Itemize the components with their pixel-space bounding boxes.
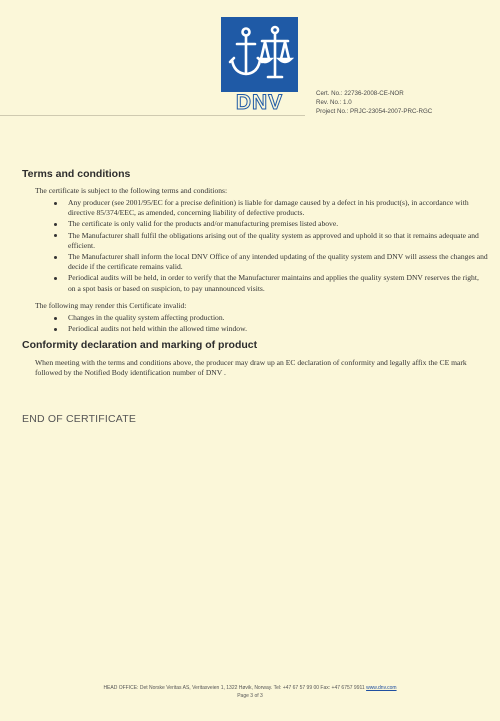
list-item: The certificate is only valid for the products and/or manufacturing premises listed above. [50, 219, 488, 229]
head-office-address: HEAD OFFICE: Det Norske Veritas AS, Veritasveien 1, 1322 Høvik, Norway. Tel: +47 67 57 99 00 Fax: +47 6757 9911 [103, 685, 367, 691]
page-number: Page 3 of 3 [237, 693, 263, 699]
anchor-scales-icon [221, 17, 298, 92]
head-office-line [0, 684, 500, 692]
conformity-heading: Conformity declaration and marking of product [22, 339, 258, 351]
footer [0, 684, 500, 700]
project-number: Project No.: PRJC-23054-2007-PRC-RGC [316, 108, 433, 115]
terms-intro: The certificate is subject to the following terms and conditions: [35, 186, 228, 195]
end-of-certificate: END OF CERTIFICATE [22, 413, 137, 425]
list-item: The Manufacturer shall fulfil the obligations arising out of the quality system as approved and uphold it so that it remains adequate and efficient. [50, 231, 488, 251]
terms-heading: Terms and conditions [22, 168, 131, 180]
list-item: Changes in the quality system affecting production. [50, 313, 488, 323]
terms-list [50, 198, 488, 295]
list-item: Any producer (see 2001/95/EC for a precise definition) is liable for damage caused by a defect in his product(s), in accordance with directive 85/374/EEC, as amended, concerning liability of defective products. [50, 198, 488, 218]
certificate-reference [316, 89, 432, 116]
cert-number: Cert. No.: 22736-2008-CE-NOR [316, 90, 404, 97]
list-item: Periodical audits not held within the allowed time window. [50, 324, 488, 334]
header-divider [0, 115, 305, 116]
invalid-list [50, 313, 488, 335]
website-link[interactable]: www.dnv.com [366, 685, 397, 691]
list-item: Periodical audits will be held, in order to verify that the Manufacturer maintains and applies the quality system DNV reserves the right, on a spot basis or based on suspicion, to pay unannounced visits. [50, 273, 488, 293]
invalid-intro: The following may render this Certificate invalid: [35, 301, 187, 310]
conformity-text: When meeting with the terms and conditions above, the producer may draw up an EC declaration of conformity and legally affix the CE mark followed by the Notified Body identification number of DNV . [35, 358, 467, 377]
dnv-logo [221, 17, 298, 92]
dnv-logo-text: DNV [235, 91, 284, 114]
revision-number: Rev. No.: 1.0 [316, 99, 352, 106]
list-item: The Manufacturer shall inform the local DNV Office of any intended updating of the quality system and DNV will assess the changes and decide if the certificate remains valid. [50, 252, 488, 272]
